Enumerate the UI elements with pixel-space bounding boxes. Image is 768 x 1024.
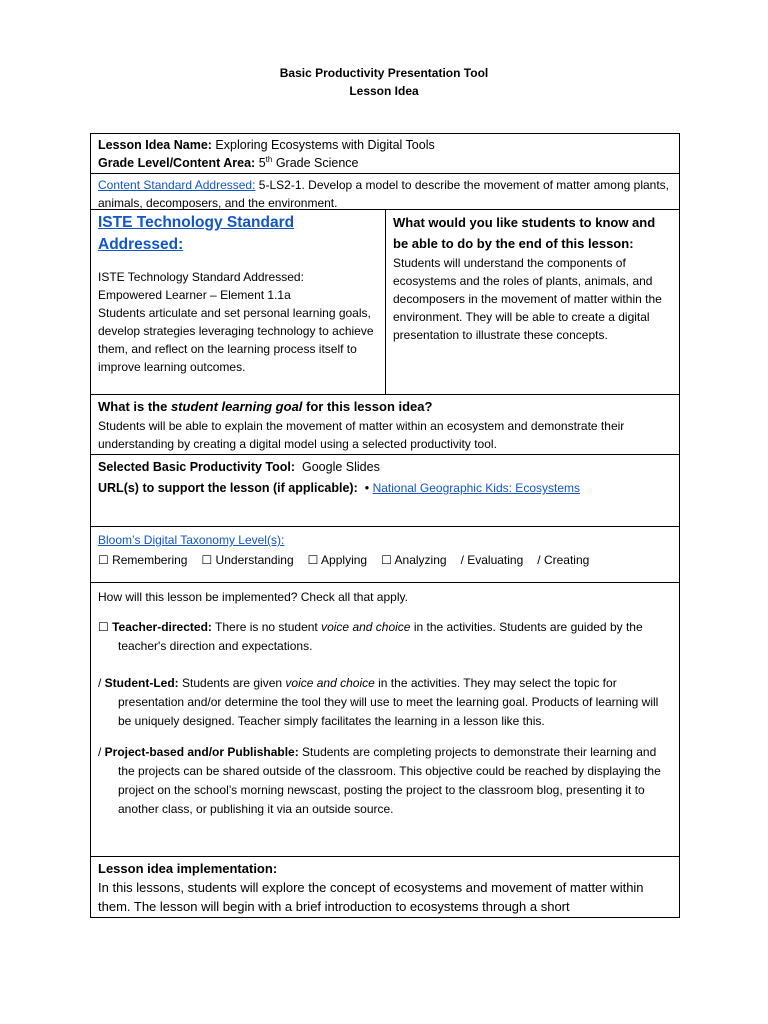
implementation-row: [91, 583, 679, 857]
document-title: Basic Productivity Presentation Tool: [279, 66, 489, 80]
know-answer: Students will understand the components of ecosystems and the roles of plants, animals, and decomposers in the movement of matter within the environment. They will be able to create a digital presentation to illustrate these concepts.: [393, 256, 662, 342]
level-applying[interactable]: ☐ Applying: [307, 553, 368, 567]
goal-question: What is the student learning goal for this lesson idea?: [98, 399, 433, 414]
lesson-name-value: Exploring Ecosystems with Digital Tools: [215, 138, 435, 152]
learning-goal-row: [91, 395, 679, 455]
tool-label: Selected Basic Productivity Tool:: [98, 460, 296, 474]
document-header: [0, 64, 768, 100]
lesson-implementation-row: [91, 857, 679, 917]
standards-row: [91, 210, 679, 395]
iste-body: Students articulate and set personal learning goals, develop strategies leveraging technology to achieve them, and reflect on the learning process itself to improve learning outcomes.: [98, 306, 374, 374]
iste-line2: Empowered Learner – Element 1.1a: [98, 288, 291, 302]
lesson-table: [90, 133, 680, 918]
level-evaluating[interactable]: / Evaluating: [460, 553, 524, 567]
know-cell: [386, 210, 679, 394]
iste-line1: ISTE Technology Standard Addressed:: [98, 270, 304, 284]
level-analyzing[interactable]: ☐ Analyzing: [381, 553, 447, 567]
lesson-impl-text: In this lessons, students will explore the concept of ecosystems and movement of matter within them. The lesson will begin with a brief introduction to ecosystems through a short: [98, 880, 644, 914]
blooms-link[interactable]: Bloom’s Digital Taxonomy Level(s):: [98, 533, 285, 547]
level-understanding[interactable]: ☐ Understanding: [201, 553, 294, 567]
option-student-led[interactable]: / Student-Led: Students are given voice and choice in the activities. They may select the topic for presentation and/or determine the tool they will use to meet the learning goal. Products of learning will be uniquely designed. Teacher simply facilitates the learning in a lesson like this.: [98, 676, 659, 728]
lesson-impl-label: Lesson idea implementation:: [98, 861, 278, 876]
iste-cell: [91, 210, 386, 394]
url-label: URL(s) to support the lesson (if applicable):: [98, 481, 358, 495]
grade-number: 5: [258, 156, 266, 170]
option-teacher-directed[interactable]: ☐ Teacher-directed: There is no student voice and choice in the activities. Students are guided by the teacher's direction and expectations.: [98, 620, 643, 653]
grade-label: Grade Level/Content Area:: [98, 156, 256, 170]
level-remembering[interactable]: ☐ Remembering: [98, 553, 188, 567]
iste-heading-link[interactable]: ISTE Technology Standard Addressed:: [98, 214, 295, 253]
grade-value: Grade Science: [275, 156, 359, 170]
goal-answer: Students will be able to explain the movement of matter within an ecosystem and demonstrate their understanding by creating a digital model using a selected productivity tool.: [98, 419, 625, 451]
content-standard-row: [91, 174, 679, 210]
bullet: •: [364, 481, 370, 495]
level-creating[interactable]: / Creating: [537, 553, 590, 567]
tool-row: [91, 455, 679, 527]
document-subtitle: Lesson Idea: [349, 84, 419, 98]
implementation-question: How will this lesson be implemented? Check all that apply.: [98, 590, 408, 604]
blooms-row: [91, 527, 679, 583]
grade-suffix: th: [265, 154, 273, 164]
option-project-based[interactable]: / Project-based and/or Publishable: Students are completing projects to demonstrate their learning and the projects can be shared outside of the classroom. This objective could be reached by displaying the project on the school’s morning newscast, posting the project to the classroom blog, presenting it to another class, or publishing it via an outside source.: [98, 745, 661, 816]
tool-value: Google Slides: [302, 460, 380, 474]
lesson-name-row: [91, 134, 679, 174]
lesson-name-label: Lesson Idea Name:: [98, 138, 212, 152]
know-question: What would you like students to know and be able to do by the end of this lesson:: [393, 215, 656, 251]
content-standard-link[interactable]: Content Standard Addressed:: [98, 178, 256, 192]
blooms-levels: [98, 551, 672, 569]
content-standard-text: 5-LS2-1. Develop a model to describe the movement of matter among plants, animals, decomposers, and the environment.: [98, 178, 670, 210]
natgeo-link[interactable]: National Geographic Kids: Ecosystems: [372, 481, 580, 495]
